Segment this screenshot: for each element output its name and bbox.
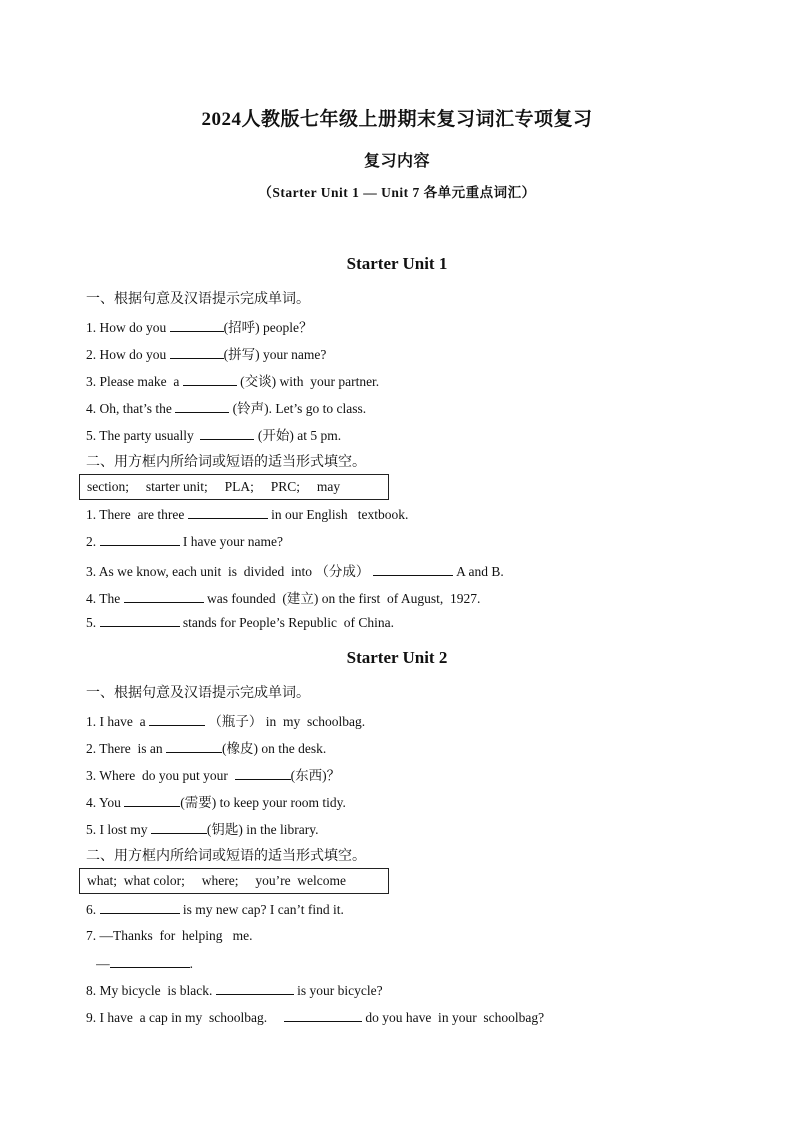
section-heading: 二、用方框内所给词或短语的适当形式填空。: [86, 455, 366, 470]
word-bank-box: what; what color; where; you’re welcome: [79, 868, 389, 894]
answer-blank[interactable]: [284, 1009, 362, 1022]
question-line: [86, 397, 366, 417]
question-text: do you have in your schoolbag?: [361, 1010, 545, 1025]
question-line: [86, 791, 346, 811]
answer-blank[interactable]: [100, 901, 180, 914]
question-line: [86, 901, 344, 918]
answer-blank[interactable]: [183, 373, 237, 386]
question-text: 5.: [86, 615, 100, 630]
answer-blank[interactable]: [170, 319, 224, 332]
question-line: [86, 764, 340, 784]
question-line: [86, 343, 326, 363]
question-text: 3. As we know, each unit is divided into （分成）: [86, 564, 373, 579]
question-text: is your bicycle?: [293, 983, 383, 998]
question-line: [86, 1009, 544, 1026]
question-text: 8. My bicycle is black.: [86, 983, 216, 998]
unit-title-starter-2: Starter Unit 2: [346, 648, 448, 667]
answer-blank[interactable]: [373, 563, 453, 576]
section-heading: 一、根据句意及汉语提示完成单词。: [86, 292, 310, 307]
question-line: [86, 587, 480, 607]
question-line: [86, 737, 326, 757]
question-line: [86, 424, 341, 444]
question-line: [86, 710, 365, 730]
answer-blank[interactable]: [175, 400, 229, 413]
question-line: [86, 506, 408, 523]
question-text: (东西)？: [290, 768, 341, 783]
question-text: A and B.: [452, 564, 504, 579]
question-text: 1. I have a: [86, 714, 149, 729]
review-scope: （Starter Unit 1 — Unit 7 各单元重点词汇）: [258, 185, 536, 200]
question-line: [86, 533, 283, 550]
question-line: [86, 560, 504, 580]
question-text: 6.: [86, 902, 100, 917]
question-text: I have your name?: [179, 534, 283, 549]
question-text: (招呼) people？: [223, 320, 313, 335]
question-line: [86, 982, 383, 999]
question-text: 4. The: [86, 591, 124, 606]
question-text: 4. Oh, that’s the: [86, 401, 176, 416]
question-text: 2. How do you: [86, 347, 170, 362]
question-text: (钥匙) in the library.: [206, 822, 319, 837]
question-text: (拼写) your name?: [223, 347, 327, 362]
question-text: (需要) to keep your room tidy.: [180, 795, 346, 810]
document-title: 2024人教版七年级上册期末复习词汇专项复习: [201, 109, 593, 130]
answer-blank[interactable]: [151, 821, 207, 834]
answer-blank[interactable]: [124, 794, 180, 807]
section-heading: 二、用方框内所给词或短语的适当形式填空。: [86, 849, 366, 864]
answer-blank[interactable]: [170, 346, 224, 359]
answer-blank[interactable]: [200, 427, 254, 440]
question-line: [86, 614, 394, 631]
question-text: .: [189, 956, 193, 971]
question-text: 1. There are three: [86, 507, 188, 522]
question-text: is my new cap? I can’t find it.: [179, 902, 344, 917]
answer-blank[interactable]: [100, 614, 180, 627]
question-text: was founded (建立) on the first of August, 1927.: [203, 591, 481, 606]
unit-title-starter-1: Starter Unit 1: [346, 254, 448, 273]
question-text: (铃声). Let’s go to class.: [229, 401, 367, 416]
answer-blank[interactable]: [235, 767, 291, 780]
answer-blank[interactable]: [216, 982, 294, 995]
document-subtitle: 复习内容: [363, 153, 430, 170]
answer-blank[interactable]: [149, 713, 205, 726]
question-text: 3. Please make a: [86, 374, 183, 389]
answer-blank[interactable]: [188, 506, 268, 519]
question-line: [86, 316, 312, 336]
question-text: （瓶子） in my schoolbag.: [204, 714, 366, 729]
question-text: in our English textbook.: [267, 507, 409, 522]
question-text: 1. How do you: [86, 320, 170, 335]
answer-blank[interactable]: [124, 590, 204, 603]
answer-blank[interactable]: [100, 533, 180, 546]
answer-blank[interactable]: [166, 740, 222, 753]
question-text: (交谈) with your partner.: [236, 374, 380, 389]
question-text: 5. I lost my: [86, 822, 151, 837]
section-heading: 一、根据句意及汉语提示完成单词。: [86, 686, 310, 701]
question-text: 5. The party usually: [86, 428, 201, 443]
question-text: 2.: [86, 534, 100, 549]
answer-blank[interactable]: [110, 955, 190, 968]
question-text: stands for People’s Republic of China.: [179, 615, 394, 630]
question-text: —: [86, 956, 110, 971]
question-text: (开始) at 5 pm.: [254, 428, 342, 443]
question-line: 7. —Thanks for helping me.: [86, 928, 253, 943]
question-text: 2. There is an: [86, 741, 166, 756]
question-line: [86, 818, 318, 838]
question-text: 3. Where do you put your: [86, 768, 235, 783]
question-text: 4. You: [86, 795, 125, 810]
question-text: (橡皮) on the desk.: [221, 741, 327, 756]
word-bank-box: section; starter unit; PLA; PRC; may: [79, 474, 389, 500]
question-line: [86, 955, 193, 972]
question-line: [86, 370, 379, 390]
question-text: 9. I have a cap in my schoolbag.: [86, 1010, 284, 1025]
